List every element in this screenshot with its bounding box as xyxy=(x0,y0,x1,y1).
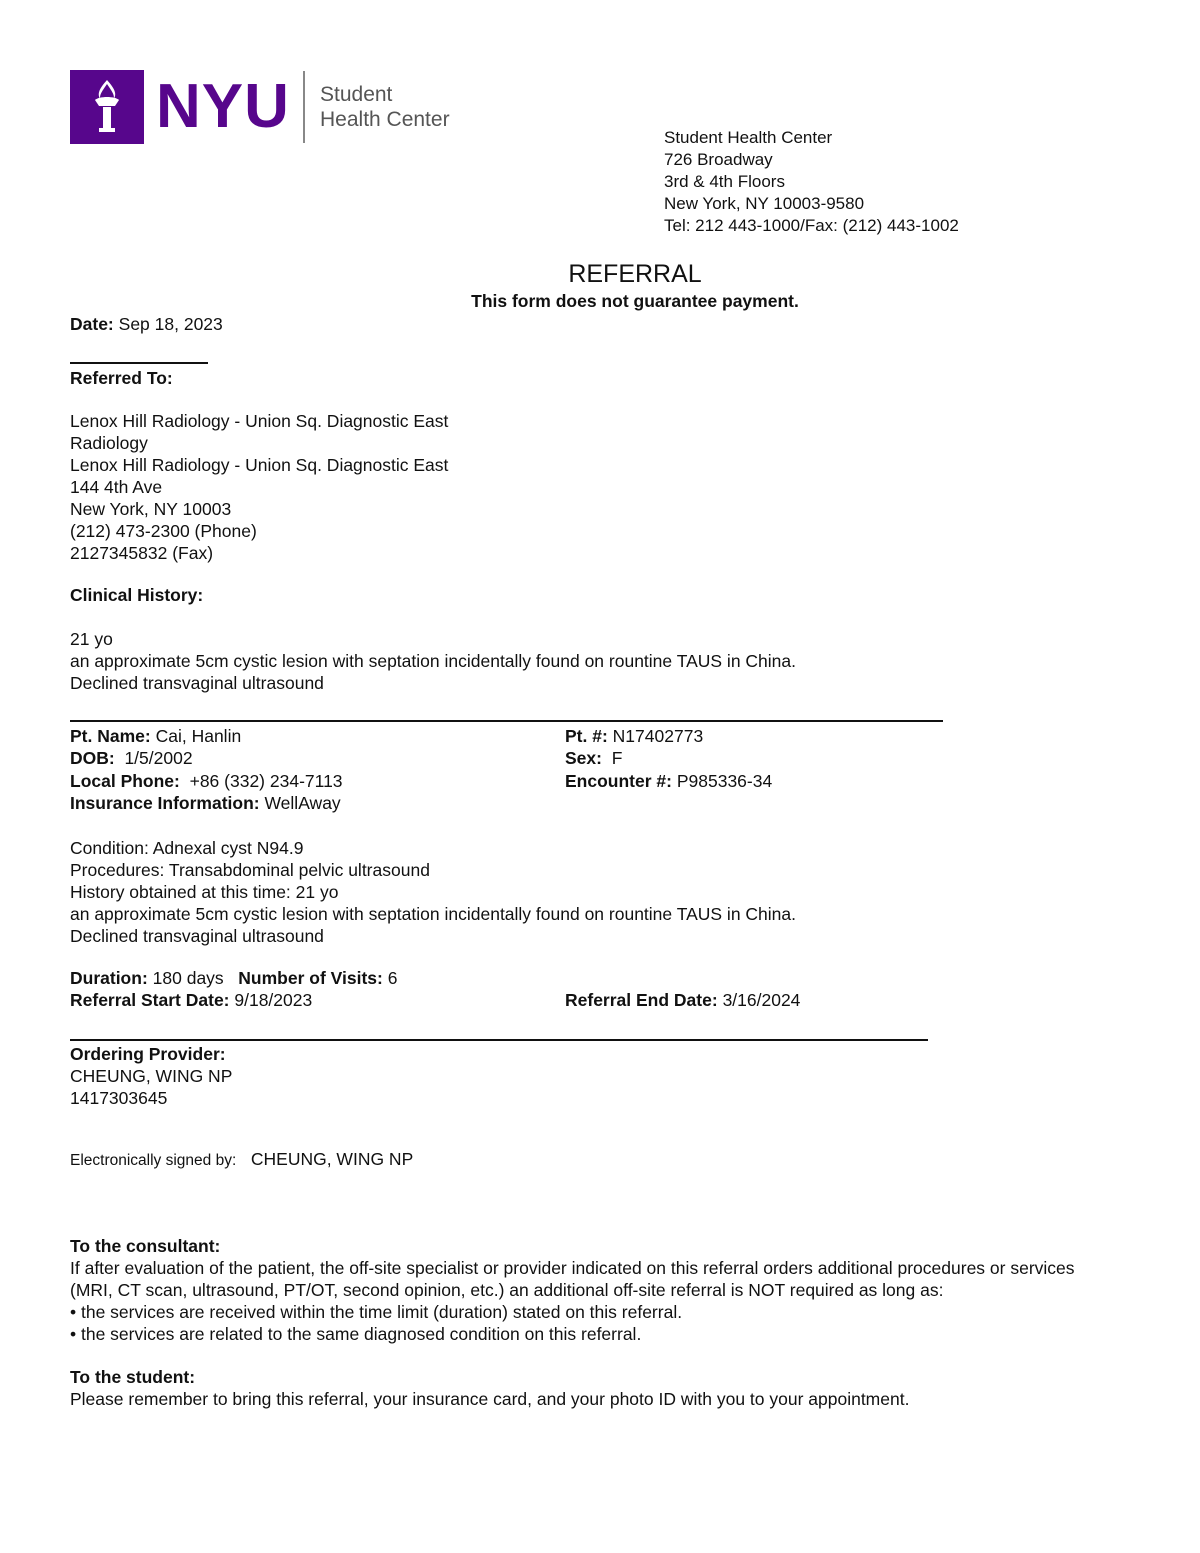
detail-line: Procedures: Transabdominal pelvic ultrasound xyxy=(70,860,430,880)
patient-phone xyxy=(70,771,343,791)
date-underline xyxy=(70,362,208,364)
referred-to-line: New York, NY 10003 xyxy=(70,499,232,519)
logo-divider xyxy=(303,71,305,143)
pt-name-value: Cai, Hanlin xyxy=(155,726,242,746)
encounter-label: Encounter #: xyxy=(565,771,672,791)
date-label: Date: xyxy=(70,314,114,334)
patient-name xyxy=(70,726,241,746)
patient-row-4 xyxy=(70,792,950,814)
electronic-signature xyxy=(70,1148,413,1172)
logo-line-2: Health Center xyxy=(320,108,450,131)
consultant-line: (MRI, CT scan, ultrasound, PT/OT, second opinion, etc.) an additional off-site referral is NOT required as long as: xyxy=(70,1280,944,1300)
detail-line: an approximate 5cm cystic lesion with septation incidentally found on rountine TAUS in China. xyxy=(70,904,796,924)
ordering-provider-name: CHEUNG, WING NP xyxy=(70,1066,233,1086)
ordering-provider-id: 1417303645 xyxy=(70,1088,168,1108)
dob-value: 1/5/2002 xyxy=(124,748,193,768)
clinical-history-line: an approximate 5cm cystic lesion with septation incidentally found on rountine TAUS in China. xyxy=(70,651,796,671)
student-instructions: Please remember to bring this referral, your insurance card, and your photo ID with you to your appointment. xyxy=(70,1389,910,1409)
encounter-value: P985336-34 xyxy=(676,771,773,791)
clinical-history-line: 21 yo xyxy=(70,629,113,649)
signature-name: CHEUNG, WING NP xyxy=(250,1149,414,1169)
nyu-shc-logo xyxy=(70,70,470,144)
clinical-history-label: Clinical History: xyxy=(70,585,204,605)
pt-name-label: Pt. Name: xyxy=(70,726,151,746)
consultant-instructions xyxy=(70,1257,1200,1345)
address-line: Student Health Center xyxy=(664,128,833,147)
insurance-label: Insurance Information: xyxy=(70,793,260,813)
referral-start xyxy=(70,990,312,1010)
referral-end xyxy=(565,989,800,1011)
start-date-value: 9/18/2023 xyxy=(234,990,313,1010)
signature-label: Electronically signed by: xyxy=(70,1152,237,1169)
referred-to-line: Radiology xyxy=(70,433,148,453)
patient-row-2 xyxy=(70,747,950,769)
section-divider xyxy=(70,720,943,722)
insurance-info xyxy=(70,793,341,813)
consultant-line: • the services are related to the same diagnosed condition on this referral. xyxy=(70,1324,642,1344)
referral-date xyxy=(70,313,223,335)
pt-number-value: N17402773 xyxy=(612,726,704,746)
date-value: Sep 18, 2023 xyxy=(118,314,223,334)
referred-to-line: 144 4th Ave xyxy=(70,477,163,497)
visits-value: 6 xyxy=(387,968,398,988)
student-label: To the student: xyxy=(70,1367,196,1387)
clinic-address xyxy=(664,127,959,237)
duration-label: Duration: xyxy=(70,968,148,988)
end-date-label: Referral End Date: xyxy=(565,990,718,1010)
detail-line: History obtained at this time: 21 yo xyxy=(70,882,339,902)
referral-dates-row xyxy=(70,989,950,1011)
duration-row xyxy=(70,967,950,989)
visits-label: Number of Visits: xyxy=(238,968,383,988)
consultant-line: • the services are received within the time limit (duration) stated on this referral. xyxy=(70,1302,683,1322)
sex-label: Sex: xyxy=(565,748,602,768)
address-line: New York, NY 10003-9580 xyxy=(664,194,865,213)
patient-number xyxy=(565,725,703,747)
dob-label: DOB: xyxy=(70,748,115,768)
referred-to-line: Lenox Hill Radiology - Union Sq. Diagnostic East xyxy=(70,411,449,431)
payment-disclaimer: This form does not guarantee payment. xyxy=(471,291,799,311)
section-divider xyxy=(70,1039,928,1041)
referred-to-label: Referred To: xyxy=(70,368,173,388)
detail-line: Declined transvaginal ultrasound xyxy=(70,926,324,946)
clinical-history-line: Declined transvaginal ultrasound xyxy=(70,673,324,693)
start-date-label: Referral Start Date: xyxy=(70,990,230,1010)
insurance-value: WellAway xyxy=(264,793,341,813)
referral-details xyxy=(70,837,796,947)
duration xyxy=(70,968,397,988)
consultant-line: If after evaluation of the patient, the off-site specialist or provider indicated on this referral orders additional procedures or services xyxy=(70,1258,1075,1278)
patient-row-1 xyxy=(70,725,950,747)
encounter-number xyxy=(565,770,772,792)
address-line: Tel: 212 443-1000/Fax: (212) 443-1002 xyxy=(664,216,959,235)
logo-subtitle xyxy=(320,82,450,132)
consultant-label: To the consultant: xyxy=(70,1236,221,1256)
referred-to-line: 2127345832 (Fax) xyxy=(70,543,214,563)
ordering-provider-label: Ordering Provider: xyxy=(70,1044,226,1064)
document-title: REFERRAL xyxy=(568,260,702,288)
sex-value: F xyxy=(611,748,623,768)
ordering-provider xyxy=(70,1043,232,1109)
referred-to-block xyxy=(70,410,448,564)
patient-row-3 xyxy=(70,770,950,792)
patient-dob xyxy=(70,748,193,768)
logo-line-1: Student xyxy=(320,83,393,106)
clinical-history-block xyxy=(70,628,796,694)
phone-label: Local Phone: xyxy=(70,771,180,791)
address-line: 726 Broadway xyxy=(664,150,773,169)
nyu-wordmark: NYU xyxy=(156,72,290,141)
address-line: 3rd & 4th Floors xyxy=(664,172,785,191)
duration-value: 180 days xyxy=(152,968,224,988)
detail-line: Condition: Adnexal cyst N94.9 xyxy=(70,838,304,858)
pt-number-label: Pt. #: xyxy=(565,726,608,746)
referred-to-line: Lenox Hill Radiology - Union Sq. Diagnostic East xyxy=(70,455,449,475)
end-date-value: 3/16/2024 xyxy=(722,990,801,1010)
referred-to-line: (212) 473-2300 (Phone) xyxy=(70,521,257,541)
phone-value: +86 (332) 234-7113 xyxy=(189,771,343,791)
torch-logo-icon xyxy=(70,70,144,144)
patient-sex xyxy=(565,747,622,769)
